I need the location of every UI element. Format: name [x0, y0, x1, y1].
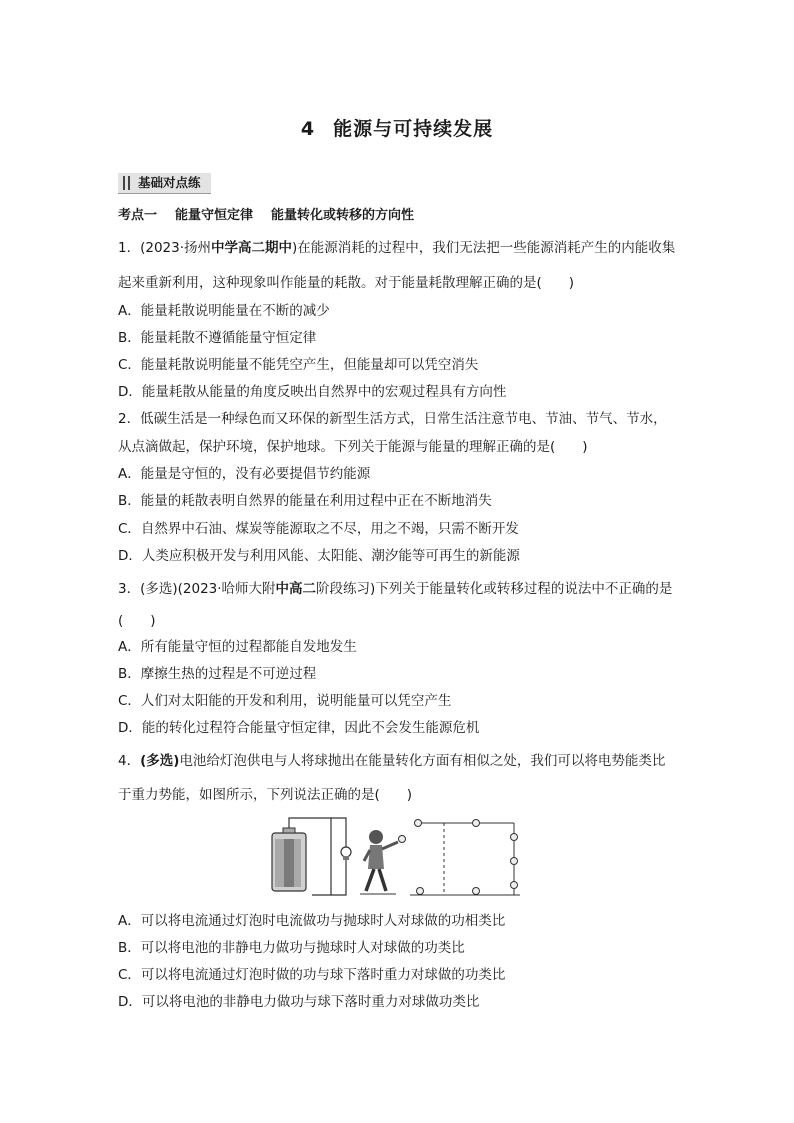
q4-option-b: B．可以将电池的非静电力做功与抛球时人对球做的功类比 — [118, 940, 465, 956]
battery-icon — [272, 828, 306, 891]
title-number: 4 — [300, 118, 316, 140]
person-throwing-icon — [360, 830, 398, 894]
q2-stem-line1: 2．低碳生活是一种绿色而又环保的新型生活方式，日常生活注意节电、节油、节气、节水， — [118, 411, 667, 427]
ball-icons — [399, 820, 518, 895]
q1-stem-line2: 起来重新利用，这种现象叫作能量的耗散。对于能量耗散理解正确的是( ) — [118, 275, 575, 291]
q1-option-a: A．能量耗散说明能量在不断的减少 — [118, 303, 330, 319]
q1-option-b: B．能量耗散不遵循能量守恒定律 — [118, 330, 317, 346]
q4-option-d: D．可以将电池的非静电力做功与球下落时重力对球做功类比 — [118, 994, 480, 1010]
q1-option-c: C．能量耗散说明能量不能凭空产生，但能量却可以凭空消失 — [118, 357, 479, 373]
q3-option-a: A．所有能量守恒的过程都能自发地发生 — [118, 639, 357, 655]
q4-stem-line1: 4．(多选)电池给灯泡供电与人将球抛出在能量转化方面有相似之处，我们可以将电势能类比 — [118, 753, 666, 769]
bars-icon — [123, 176, 132, 190]
q2-option-b: B．能量的耗散表明自然界的能量在利用过程中正在不断地消失 — [118, 493, 492, 509]
q3-option-b: B．摩擦生热的过程是不可逆过程 — [118, 666, 317, 682]
q3-option-c: C．人们对太阳能的开发和利用，说明能量可以凭空产生 — [118, 693, 452, 709]
q3-stem-line1: 3．(多选)(2023·哈师大附中高二阶段练习)下列关于能量转化或转移过程的说法中不正确的是 — [118, 581, 673, 597]
q2-option-d: D．人类应积极开发与利用风能、太阳能、潮汐能等可再生的新能源 — [118, 548, 520, 564]
q1-stem-line1: 1．(2023·扬州中学高二期中)在能源消耗的过程中，我们无法把一些能源消耗产生的内能收集 — [118, 240, 676, 256]
topic-heading: 考点一 能量守恒定律 能量转化或转移的方向性 — [118, 208, 415, 223]
q2-option-a: A．能量是守恒的，没有必要提倡节约能源 — [118, 466, 371, 482]
bulb-icon — [341, 847, 351, 860]
q4-option-c: C．可以将电流通过灯泡时做的功与球下落时重力对球做的功类比 — [118, 967, 506, 983]
section-label: 基础对点练 — [138, 175, 201, 190]
q3-option-d: D．能的转化过程符合能量守恒定律，因此不会发生能源危机 — [118, 720, 480, 736]
section-tag — [118, 173, 211, 194]
q2-stem-line2: 从点滴做起，保护环境，保护地球。下列关于能源与能量的理解正确的是( ) — [118, 439, 588, 455]
battery-and-ball-figure — [262, 815, 530, 901]
ball-track — [410, 823, 520, 895]
q1-option-d: D．能量耗散从能量的角度反映出自然界中的宏观过程具有方向性 — [118, 384, 507, 400]
page-title — [0, 114, 794, 141]
q3-stem-line2: ( ) — [118, 613, 156, 629]
title-text: 能源与可持续发展 — [333, 118, 494, 140]
q4-option-a: A．可以将电流通过灯泡时电流做功与抛球时人对球做的功相类比 — [118, 913, 506, 929]
q4-stem-line2: 于重力势能，如图所示，下列说法正确的是( ) — [118, 787, 413, 803]
q2-option-c: C．自然界中石油、煤炭等能源取之不尽，用之不竭，只需不断开发 — [118, 521, 519, 537]
